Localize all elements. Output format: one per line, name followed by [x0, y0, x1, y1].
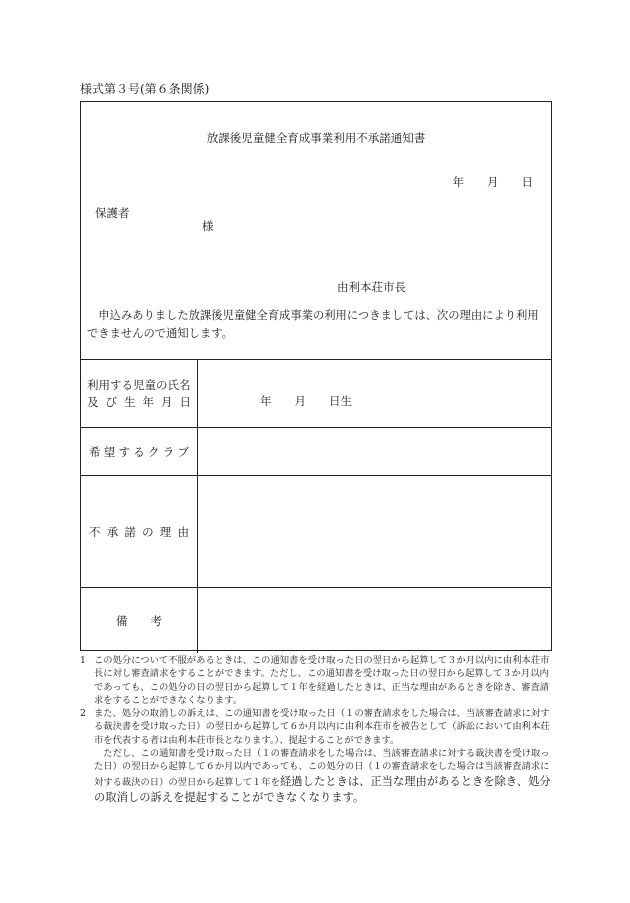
reason-label-cell	[81, 476, 198, 588]
table-row	[81, 428, 551, 476]
child-label-cell	[81, 360, 198, 428]
date-line: 年 月 日	[452, 175, 533, 189]
mayor-signature: 由利本荘市長	[337, 280, 406, 294]
club-value-cell	[198, 428, 552, 476]
remarks-label-cell	[81, 588, 198, 654]
note-text: この処分について不服があるときは、この通知書を受け取った日の翌日から起算して３か月以内に由利本荘市長に対し審査請求をすることができます。ただし、この通知書を受け取った日の翌日から起算して３か月以内であっても、この処分の日の翌日から起算して１年を経過したときは、正当な理由があるときを除き、審査請求をすることができなくなります。	[94, 655, 550, 706]
child-name-label: 利用する児童の氏名	[87, 377, 191, 392]
child-value-cell	[198, 360, 552, 428]
notice-body: 申込みありました放課後児童健全育成事業の利用につきましては、次の理由により利用できませんので通知します。	[87, 309, 539, 340]
proviso-text-large: 経過したときは、正当な理由があるときを除き、処分の取消しの訴えを提起することができなくなります。	[94, 774, 551, 804]
club-label-cell	[81, 428, 198, 476]
notice-title: 放課後児童健全育成事業利用不承諾通知書	[206, 131, 426, 145]
table-row	[81, 476, 551, 588]
birth-date-suffix: 年 月 日生	[260, 393, 352, 408]
table-row	[81, 588, 551, 654]
note-number: 1	[80, 655, 86, 666]
reason-label: 不 承 諾 の 理 由	[89, 524, 189, 539]
notes-section	[80, 654, 552, 806]
note-item	[80, 707, 552, 747]
proviso-text: ただし、この通知書を受け取った日（１の審査請求をした場合は、当該審査請求に対する裁決書を受け取った日）の翌日から起算して６か月以内であっても、この処分の日（１の審査請求をした場合は当該審査請求に対する裁決の日）の翌日から起算して１年を	[94, 748, 550, 788]
honorific-sama: 様	[202, 219, 214, 233]
notice-form	[80, 101, 552, 651]
note-item	[80, 654, 552, 707]
reason-value-cell	[198, 476, 552, 588]
note-text: また、処分の取消しの訴えは、この通知書を受け取った日（１の審査請求をした場合は、当該審査請求に対する裁決書を受け取った日）の翌日から起算して６か月以内に由利本荘市を被告として（訴訟において由利本荘市を代表する者は由利本荘市長となります。）、提起することができます。	[94, 708, 550, 746]
note-proviso	[80, 747, 552, 806]
guardian-label: 保護者	[95, 206, 130, 220]
note-number: 2	[80, 708, 86, 720]
form-number-label: 様式第３号(第６条関係)	[80, 82, 210, 96]
details-table	[81, 359, 551, 653]
remarks-value-cell	[198, 588, 552, 654]
club-label: 希 望 す る ク ラ ブ	[89, 444, 189, 459]
remarks-label: 備 考	[116, 613, 162, 628]
table-row	[81, 360, 551, 428]
child-birth-label: 及 び 生 年 月 日	[87, 394, 191, 409]
